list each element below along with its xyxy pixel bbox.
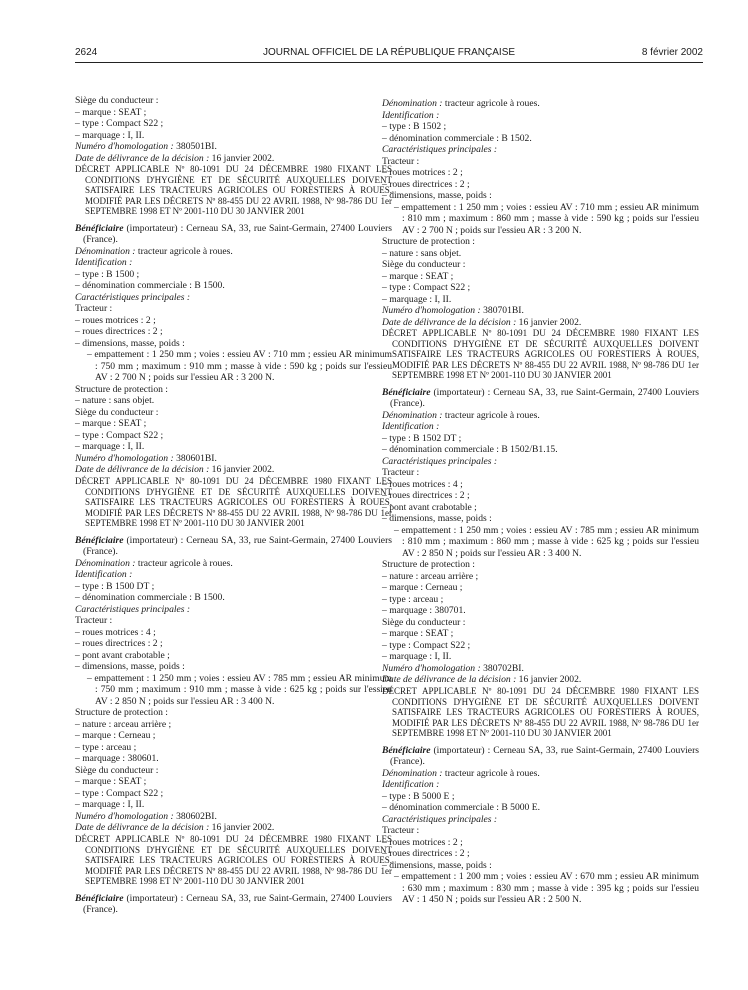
beneficiary-label: Bénéficiaire [382, 744, 431, 756]
homologation-value: 380602BI. [173, 810, 217, 822]
denomination-line [382, 410, 699, 422]
text-line: – pont avant crabotable ; [75, 649, 170, 661]
date-value: 16 janvier 2002. [209, 152, 275, 164]
text-line: – marque : SEAT ; [75, 776, 147, 788]
text-line: – roues directrices : 2 ; [382, 178, 470, 190]
text-line: – marque : Cerneau ; [75, 730, 156, 742]
homologation-label: Numéro d'homologation : [382, 662, 481, 674]
beneficiary-line [75, 893, 392, 916]
denomination-label: Dénomination : [382, 98, 443, 109]
text-line: – type : B 5000 E ; [382, 790, 455, 802]
text-line: – type : Compact S22 ; [75, 118, 164, 129]
text-line: – nature : sans objet. [382, 247, 462, 259]
text-line: Siège du conducteur : [382, 616, 466, 628]
denomination-label: Dénomination : [75, 245, 136, 257]
text-line: Tracteur : [75, 615, 113, 627]
text-line: – dimensions, masse, poids : [75, 661, 185, 673]
homologation-line [75, 141, 392, 153]
denomination-label: Dénomination : [75, 557, 136, 569]
text-line: Siège du conducteur : [382, 259, 466, 270]
text-line: – dénomination commerciale : B 1500. [75, 592, 225, 604]
text-line: – dénomination commerciale : B 1502. [382, 132, 532, 144]
text-line: – type : Compact S22 ; [75, 787, 164, 799]
decree-heading: DÉCRET APPLICABLE Nº 80-1091 DU 24 DÉCEMBRE 1980 FIXANT LES CONDITIONS D'HYGIÈNE ET DE SÉCURITÉ AUXQUELLES DOIVENT SATISFAIRE LES TRACTEURS AGRICOLES OU FORESTIERS À ROUES, MODIFIÉ PAR LES DÉCRETS Nº 88-455 DU 22 AVRIL 1988, Nº 98-786 DU 1er SEPTEMBRE 1998 ET Nº 2001-110 DU 30 JANVIER 2001 [75, 833, 392, 887]
entry-block [75, 834, 392, 916]
text-line: – roues directrices : 2 ; [75, 326, 163, 338]
beneficiary-value: (importateur) : Cerneau SA, 33, rue Saint-Germain, 27400 Louviers (France). [83, 892, 392, 916]
date-label: Date de délivrance de la décision : [382, 674, 517, 686]
text-line: – dénomination commerciale : B 1500. [75, 280, 225, 292]
text-line: – nature : sans objet. [75, 395, 155, 407]
date-line [75, 153, 392, 165]
text-line: Tracteur : [382, 467, 420, 479]
homologation-line [382, 663, 699, 675]
dimensions-line: – empattement : 1 250 mm ; voies : essieu AV : 710 mm ; essieu AR minimum : 810 mm ; maximum : 860 mm ; masse à vide : 590 kg ; poids sur l'essieu AV : 2 700 N ; poids sur l'essieu AR : 3 200 N. [394, 201, 699, 236]
page-number: 2624 [75, 47, 98, 58]
text-line: – marquage : I, II. [382, 651, 452, 663]
text-line: – marque : SEAT ; [382, 628, 454, 640]
entry-block [382, 686, 699, 906]
text-line: – dénomination commerciale : B 5000 E. [382, 802, 540, 814]
text-line: – marque : SEAT ; [75, 106, 147, 118]
characteristics-label: Caractéristiques principales : [75, 603, 191, 615]
identification-label: Identification : [75, 257, 133, 269]
beneficiary-line [75, 223, 392, 246]
text-line: Tracteur : [382, 155, 420, 167]
homologation-value: 380702BI. [480, 662, 524, 674]
text-line: Structure de protection : [75, 383, 168, 395]
decree-heading: DÉCRET APPLICABLE Nº 80-1091 DU 24 DÉCEMBRE 1980 FIXANT LES CONDITIONS D'HYGIÈNE ET DE SÉCURITÉ AUXQUELLES DOIVENT SATISFAIRE LES TRACTEURS AGRICOLES OU FORESTIERS À ROUES, MODIFIÉ PAR LES DÉCRETS Nº 88-455 DU 22 AVRIL 1988, Nº 98-786 DU 1er SEPTEMBRE 1998 ET Nº 2001-110 DU 30 JANVIER 2001 [382, 328, 699, 381]
beneficiary-value: (importateur) : Cerneau SA, 33, rue Saint-Germain, 27400 Louviers (France). [83, 534, 392, 558]
text-line: – nature : arceau arrière ; [382, 570, 479, 582]
text-line: – roues motrices : 4 ; [75, 626, 156, 638]
right-column [382, 98, 699, 906]
date-line [75, 822, 392, 834]
date-value: 16 janvier 2002. [209, 822, 275, 834]
text-line: – type : B 1500 ; [75, 268, 140, 280]
characteristics-label: Caractéristiques principales : [382, 455, 498, 467]
entry-block [75, 476, 392, 834]
homologation-label: Numéro d'homologation : [75, 141, 174, 152]
text-line: – dimensions, masse, poids : [382, 190, 492, 201]
denomination-value: tracteur agricole à roues. [442, 409, 540, 421]
entry-block [382, 328, 699, 686]
text-line: – type : B 1502 ; [382, 121, 447, 132]
homologation-label: Numéro d'homologation : [75, 810, 174, 822]
beneficiary-label: Bénéficiaire [75, 534, 124, 546]
beneficiary-label: Bénéficiaire [75, 222, 124, 234]
text-line: – marquage : 380601. [75, 753, 159, 765]
text-line: – pont avant crabotable ; [382, 501, 477, 513]
text-line: – roues directrices : 2 ; [382, 490, 470, 502]
text-line: Structure de protection : [382, 236, 475, 247]
date-label: Date de délivrance de la décision : [382, 316, 517, 328]
entry-block [75, 95, 392, 164]
identification-label: Identification : [382, 421, 440, 433]
denomination-value: tracteur agricole à roues. [442, 767, 540, 779]
date-label: Date de délivrance de la décision : [75, 152, 210, 164]
characteristics-label: Caractéristiques principales : [382, 144, 498, 155]
beneficiary-label: Bénéficiaire [75, 892, 124, 904]
text-line: – roues motrices : 4 ; [382, 478, 463, 490]
text-line: Siège du conducteur : [75, 764, 159, 776]
text-line: – marquage : I, II. [382, 293, 452, 305]
identification-label: Identification : [382, 109, 440, 121]
denomination-value: tracteur agricole à roues. [135, 557, 233, 569]
text-line: – type : Compact S22 ; [382, 639, 471, 651]
dimensions-line: – empattement : 1 250 mm ; voies : essieu AV : 785 mm ; essieu AR minimum : 810 mm ; maximum : 860 mm ; masse à vide : 625 kg ; poids sur l'essieu AV : 2 850 N ; poids sur l'essieu AR : 3 400 N. [394, 524, 699, 559]
date-value: 16 janvier 2002. [516, 316, 582, 328]
text-line: – type : Compact S22 ; [382, 282, 471, 293]
identification-label: Identification : [382, 779, 440, 791]
text-line: – dénomination commerciale : B 1502/B1.15. [382, 444, 558, 456]
date-line [382, 674, 699, 686]
journal-title: JOURNAL OFFICIEL DE LA RÉPUBLIQUE FRANÇAISE [262, 47, 516, 58]
text-line: – marquage : I, II. [75, 129, 145, 141]
text-line: Siège du conducteur : [75, 95, 159, 106]
dimensions-line: – empattement : 1 250 mm ; voies : essieu AV : 785 mm ; essieu AR minimum : 750 mm ; maximum : 910 mm ; masse à vide : 625 kg ; poids sur l'essieu AV : 2 850 N ; poids sur l'essieu AR : 3 400 N. [87, 672, 392, 707]
date-value: 16 janvier 2002. [516, 674, 582, 686]
beneficiary-line [382, 387, 699, 410]
characteristics-label: Caractéristiques principales : [75, 291, 191, 303]
date-value: 16 janvier 2002. [209, 464, 275, 476]
text-line: – type : Compact S22 ; [75, 429, 164, 441]
homologation-value: 380701BI. [480, 305, 524, 316]
text-line: Tracteur : [75, 303, 113, 315]
text-line: – marque : Cerneau ; [382, 582, 463, 594]
homologation-value: 380601BI. [173, 452, 217, 464]
dimensions-line: – empattement : 1 200 mm ; voies : essieu AV : 670 mm ; essieu AR minimum : 630 mm ; maximum : 830 mm ; masse à vide : 395 kg ; poids sur l'essieu AV : 1 450 N ; poids sur l'essieu AR : 2 500 N. [394, 871, 699, 906]
beneficiary-line [75, 535, 392, 558]
text-line: – marquage : I, II. [75, 441, 145, 453]
text-line: – dimensions, masse, poids : [382, 859, 492, 871]
denomination-line [75, 246, 392, 258]
page-header [75, 47, 703, 63]
entry-block [75, 164, 392, 476]
denomination-label: Dénomination : [382, 409, 443, 421]
decree-heading: DÉCRET APPLICABLE Nº 80-1091 DU 24 DÉCEMBRE 1980 FIXANT LES CONDITIONS D'HYGIÈNE ET DE SÉCURITÉ AUXQUELLES DOIVENT SATISFAIRE LES TRACTEURS AGRICOLES OU FORESTIERS À ROUES, MODIFIÉ PAR LES DÉCRETS Nº 88-455 DU 22 AVRIL 1988, Nº 98-786 DU 1er SEPTEMBRE 1998 ET Nº 2001-110 DU 30 JANVIER 2001 [382, 685, 699, 739]
text-line: – nature : arceau arrière ; [75, 718, 172, 730]
date-line [382, 317, 699, 329]
text-line: – marque : SEAT ; [382, 270, 454, 282]
text-line: – marque : SEAT ; [75, 418, 147, 430]
homologation-label: Numéro d'homologation : [382, 305, 481, 316]
text-line: – type : B 1500 DT ; [75, 580, 155, 592]
decree-heading: DÉCRET APPLICABLE Nº 80-1091 DU 24 DÉCEMBRE 1980 FIXANT LES CONDITIONS D'HYGIÈNE ET DE SÉCURITÉ AUXQUELLES DOIVENT SATISFAIRE LES TRACTEURS AGRICOLES OU FORESTIERS À ROUES, MODIFIÉ PAR LES DÉCRETS Nº 88-455 DU 22 AVRIL 1988, Nº 98-786 DU 1er SEPTEMBRE 1998 ET Nº 2001-110 DU 30 JANVIER 2001 [75, 164, 392, 217]
denomination-value: tracteur agricole à roues. [442, 98, 540, 109]
text-line: – dimensions, masse, poids : [382, 513, 492, 525]
text-line: – roues directrices : 2 ; [382, 848, 470, 860]
identification-label: Identification : [75, 569, 133, 581]
denomination-line [382, 98, 699, 110]
text-line: – type : arceau ; [75, 741, 137, 753]
text-line: – dimensions, masse, poids : [75, 337, 185, 349]
beneficiary-value: (importateur) : Cerneau SA, 33, rue Saint-Germain, 27400 Louviers (France). [83, 222, 392, 246]
text-line: – type : B 1502 DT ; [382, 432, 462, 444]
denomination-value: tracteur agricole à roues. [135, 245, 233, 257]
text-line: – type : arceau ; [382, 593, 444, 605]
denomination-line [382, 768, 699, 780]
text-line: Siège du conducteur : [75, 406, 159, 418]
homologation-label: Numéro d'homologation : [75, 452, 174, 464]
homologation-line [75, 811, 392, 823]
date-label: Date de délivrance de la décision : [75, 464, 210, 476]
date-label: Date de délivrance de la décision : [75, 822, 210, 834]
beneficiary-label: Bénéficiaire [382, 386, 431, 398]
decree-heading: DÉCRET APPLICABLE Nº 80-1091 DU 24 DÉCEMBRE 1980 FIXANT LES CONDITIONS D'HYGIÈNE ET DE SÉCURITÉ AUXQUELLES DOIVENT SATISFAIRE LES TRACTEURS AGRICOLES OU FORESTIERS À ROUES, MODIFIÉ PAR LES DÉCRETS Nº 88-455 DU 22 AVRIL 1988, Nº 98-786 DU 1er SEPTEMBRE 1998 ET Nº 2001-110 DU 30 JANVIER 2001 [75, 475, 392, 529]
text-line: Structure de protection : [75, 707, 168, 719]
beneficiary-value: (importateur) : Cerneau SA, 33, rue Saint-Germain, 27400 Louviers (France). [390, 744, 699, 768]
homologation-line [382, 305, 699, 317]
denomination-label: Dénomination : [382, 767, 443, 779]
text-line: – roues directrices : 2 ; [75, 638, 163, 650]
dimensions-line: – empattement : 1 250 mm ; voies : essieu AV : 710 mm ; essieu AR minimum : 750 mm ; maximum : 910 mm ; masse à vide : 590 kg ; poids sur l'essieu AV : 2 700 N ; poids sur l'essieu AR : 3 200 N. [87, 349, 392, 384]
homologation-line [75, 453, 392, 465]
homologation-value: 380501BI. [173, 141, 217, 152]
text-line: Tracteur : [382, 825, 420, 837]
text-line: – marquage : 380701. [382, 605, 466, 617]
characteristics-label: Caractéristiques principales : [382, 813, 498, 825]
text-line: – roues motrices : 2 ; [382, 167, 463, 178]
issue-date: 8 février 2002 [641, 47, 703, 58]
denomination-line [75, 558, 392, 570]
left-column [75, 95, 392, 916]
entry-block [382, 98, 699, 328]
text-line: – roues motrices : 2 ; [382, 836, 463, 848]
text-line: Structure de protection : [382, 559, 475, 571]
text-line: – marquage : I, II. [75, 799, 145, 811]
text-line: – roues motrices : 2 ; [75, 314, 156, 326]
beneficiary-line [382, 745, 699, 768]
header-rule [75, 62, 703, 63]
beneficiary-value: (importateur) : Cerneau SA, 33, rue Saint-Germain, 27400 Louviers (France). [390, 386, 699, 410]
date-line [75, 464, 392, 476]
